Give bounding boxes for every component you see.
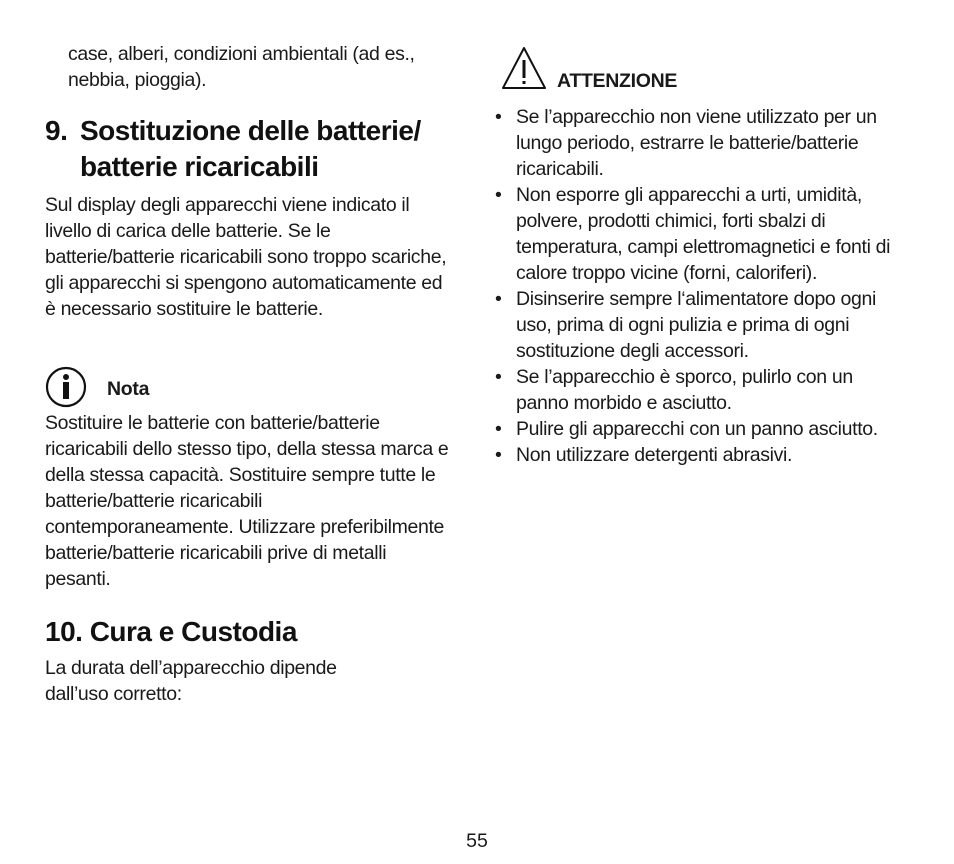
list-item: • Se l’apparecchio non viene utilizzato per un lungo periodo, estrarre le batterie/batterie ricaricabili. — [495, 106, 877, 180]
continuation-text: case, alberi, condizioni ambientali (ad es., nebbia, pioggia). — [68, 43, 415, 91]
info-icon — [45, 366, 87, 413]
note-body: Sostituire le batterie con batterie/batterie ricaricabili dello stesso tipo, della stessa marca e della stessa capacità. Sostituire sempre tutte le batterie/batterie ricaricabili contemporaneamente. Utilizzare preferibilmente batterie/batterie ricaricabili prive di metalli pesanti. — [45, 412, 449, 590]
section-10-heading: 10. Cura e Custodia — [45, 616, 297, 647]
page-number: 55 — [466, 830, 488, 852]
warning-triangle-icon — [501, 45, 547, 96]
list-item: • Pulire gli apparecchi con un panno asciutto. — [495, 418, 878, 440]
section-9-title-line2: batterie ricaricabili — [80, 151, 319, 182]
warning-label: ATTENZIONE — [557, 70, 678, 92]
section-9-number: 9. — [45, 115, 68, 146]
warning-list — [493, 104, 908, 468]
section-10-body: La durata dell’apparecchio dipende dall’uso corretto: — [45, 657, 337, 705]
section-9-title-line1: Sostituzione delle batterie/ — [80, 115, 421, 146]
section-9-heading — [45, 113, 465, 185]
note-header — [45, 366, 149, 413]
list-item: • Non esporre gli apparecchi a urti, umidità, polvere, prodotti chimici, forti sbalzi di temperatura, campi elettromagnetici e fonti di calore troppo vicine (forni, caloriferi). — [495, 184, 891, 284]
section-9-body: Sul display degli apparecchi viene indicato il livello di carica delle batterie. Se le batterie/batterie ricaricabili sono troppo scariche, gli apparecchi si spengono automaticamente ed è necessario sostituire le batterie. — [45, 194, 447, 320]
warning-header — [501, 45, 677, 96]
list-item: • Se l’apparecchio è sporco, pulirlo con un panno morbido e asciutto. — [495, 366, 853, 414]
list-item: • Non utilizzare detergenti abrasivi. — [495, 444, 793, 466]
list-item: • Disinserire sempre l‘alimentatore dopo ogni uso, prima di ogni pulizia e prima di ogni sostituzione degli accessori. — [495, 288, 876, 362]
note-label: Nota — [107, 378, 150, 400]
